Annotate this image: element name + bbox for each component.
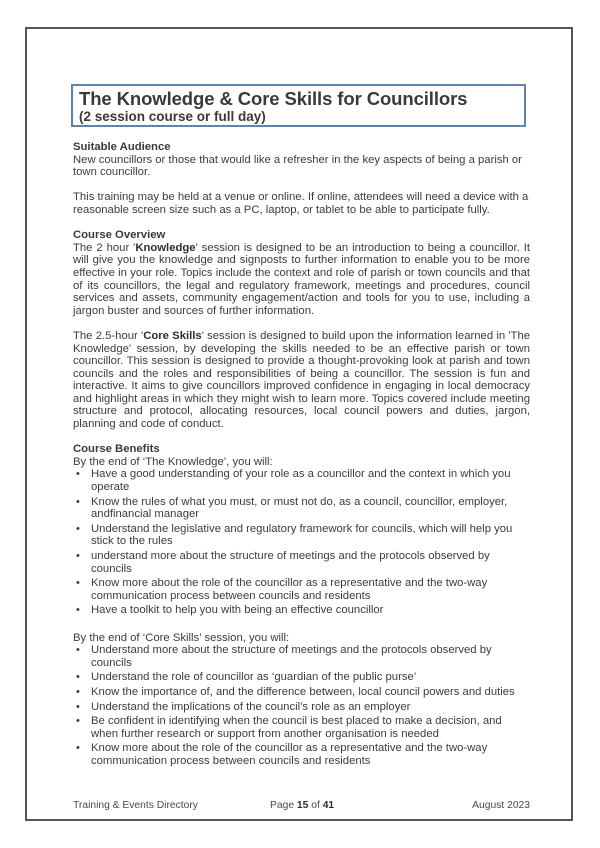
- bullet-icon: •: [76, 604, 80, 617]
- overview-paragraph-core-skills: The 2.5-hour 'Core Skills' session is designed to build upon the information learned in 'The Knowledge' session, by developing the skills needed to be an effective parish or town councillor. This session is designed to provide a thought-provoking look at parish and town councils and the roles and responsibilities of being a councillor. The session is fun and interactive. It aims to give councillors improved confidence in engaging in local democracy and highlight areas in which they might wish to learn more. Topics covered include meeting structure and protocol, allocating resources, local council powers and duties, jargon, planning and code of conduct.: [73, 329, 531, 431]
- list-item: • understand more about the structure of meetings and the protocols observed by councils: [76, 550, 490, 575]
- bullet-icon: •: [76, 644, 80, 657]
- core-skills-benefits-list: [73, 644, 530, 767]
- footer-date: August 2023: [472, 800, 530, 811]
- list-item: • Understand the implications of the council’s role as an employer: [76, 700, 411, 713]
- bullet-icon: •: [76, 468, 80, 481]
- section-heading-audience: Suitable Audience: [73, 141, 171, 153]
- core-skills-benefits-intro: By the end of ‘Core Skills’ session, you will:: [73, 631, 290, 644]
- overview-paragraph-knowledge: The 2 hour 'Knowledge' session is designed to be an introduction to being a councillor. It will give you the knowledge and signposts to further information to enable you to be more effective in your role. Topics include the context and role of parish or town councils and that of its councillors, the legal and regulatory framework, meetings and procedures, council services and assets, community engagement/action and tools for you to use, including a jargon buster and sources of further information.: [73, 241, 531, 317]
- bullet-icon: •: [76, 685, 80, 698]
- core-skills-emphasis: Core Skills: [143, 329, 202, 342]
- bullet-icon: •: [76, 550, 80, 562]
- knowledge-benefits-intro: By the end of ‘The Knowledge’, you will:: [73, 455, 273, 468]
- knowledge-emphasis: Knowledge: [135, 241, 196, 254]
- list-item: • Have a toolkit to help you with being an effective councillor: [76, 604, 384, 617]
- total-pages: 41: [322, 800, 335, 811]
- list-item: • Understand more about the structure of meetings and the protocols observed by councils: [76, 644, 492, 669]
- list-item: • Understand the legislative and regulatory framework for councils, which will help you stick to the rules: [76, 522, 513, 548]
- page-title: The Knowledge & Core Skills for Councillors: [79, 88, 468, 109]
- bullet-icon: •: [76, 577, 80, 590]
- bullet-icon: •: [76, 522, 80, 535]
- audience-paragraph-1: New councillors or those that would like a refresher in the key aspects of being a parish or town councillor.: [73, 153, 522, 179]
- list-item: • Know the importance of, and the difference between, local council powers and duties: [76, 685, 515, 698]
- bullet-icon: •: [76, 715, 80, 728]
- list-item: • Have a good understanding of your role as a councillor and the context in which you operate: [76, 468, 511, 494]
- page-subtitle: (2 session course or full day): [79, 109, 266, 124]
- bullet-icon: •: [76, 700, 80, 713]
- audience-paragraph-2: This training may be held at a venue or online. If online, attendees will need a device with a reasonable screen size such as a PC, laptop, or tablet to be able to participate fully.: [73, 191, 529, 216]
- page-footer: [73, 800, 530, 814]
- footer-document-title: Training & Events Directory: [73, 800, 198, 811]
- section-heading-benefits: Course Benefits: [73, 443, 160, 456]
- list-item: • Be confident in identifying when the council is best placed to make a decision, and when further research or support from another organisation is needed: [76, 715, 502, 740]
- list-item: • Know more about the role of the councillor as a representative and the two-way communication process between councils and residents: [76, 742, 488, 767]
- bullet-icon: •: [76, 495, 80, 508]
- title-box: [71, 84, 526, 127]
- bullet-icon: •: [76, 671, 80, 684]
- knowledge-benefits-list: [73, 468, 530, 617]
- list-item: • Know the rules of what you must, or must not do, as a council, councillor, employer, andfinancial manager: [76, 495, 508, 521]
- list-item: • Know more about the role of the councillor as a representative and the two-way communication process between councils and residents: [76, 577, 488, 602]
- list-item: • Understand the role of councillor as ‘guardian of the public purse’: [76, 671, 417, 684]
- section-heading-overview: Course Overview: [73, 229, 166, 242]
- page-number: Page 15 of 41: [270, 800, 335, 811]
- bullet-icon: •: [76, 742, 80, 755]
- current-page: 15: [296, 800, 309, 811]
- document-body: [73, 141, 530, 770]
